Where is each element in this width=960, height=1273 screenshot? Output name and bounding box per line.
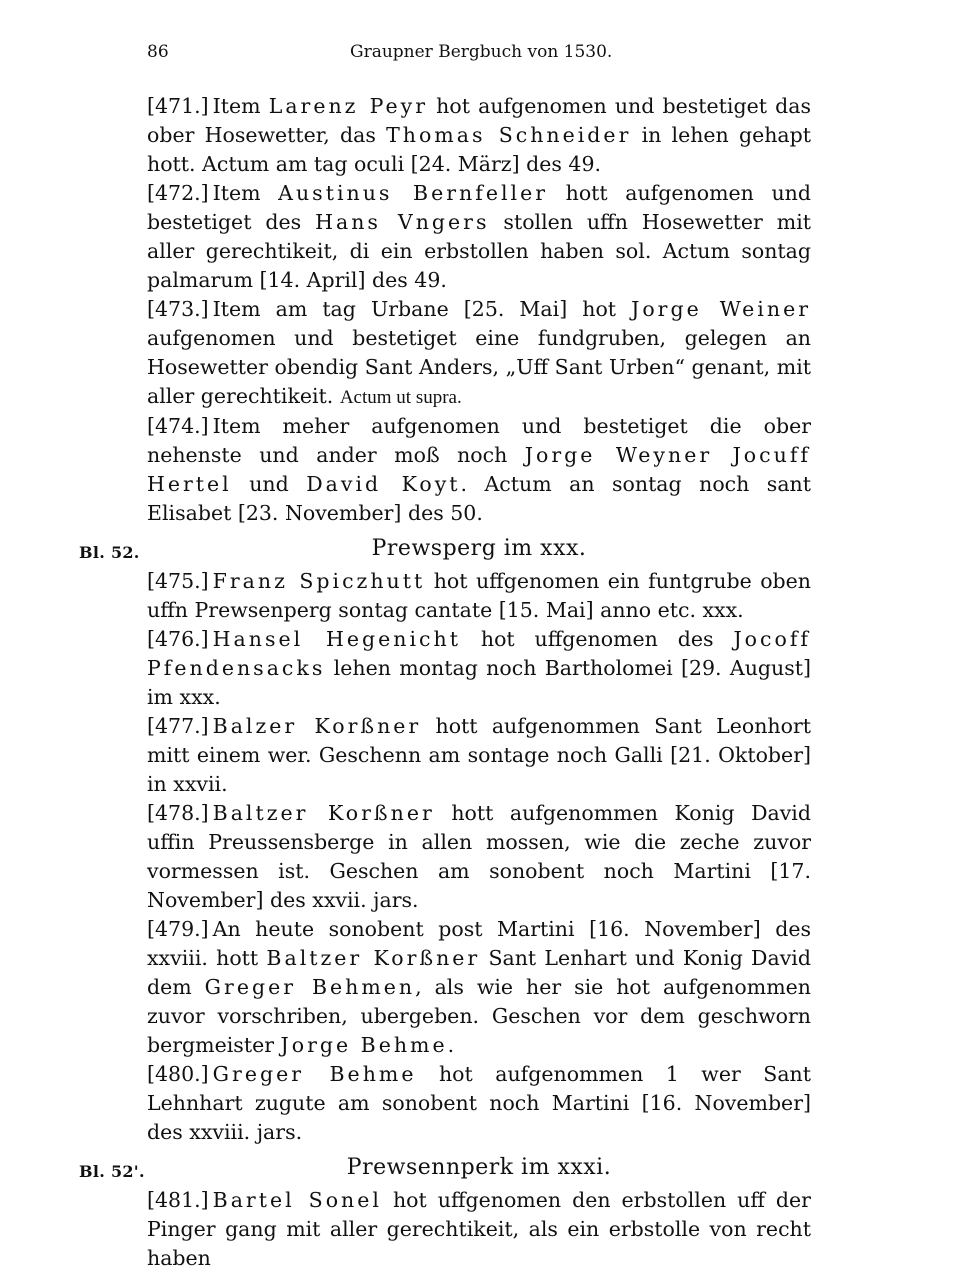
entry-text: An heute sonobent post Martini [16. November] des xxviii. hott	[147, 917, 811, 970]
entries-block-3	[147, 1186, 811, 1273]
personal-name: Greger Behme	[212, 1062, 417, 1086]
entry-number: [478.]	[147, 801, 209, 825]
entry-text: aufgenomen und bestetiget eine fundgruben, gelegen an Hosewetter obendig Sant Anders, „Uff Sant Urben“ genant, mit aller gerechtikeit.	[147, 326, 811, 408]
entry-text: hott aufgenommen Sant Leonhort mitt einem wer. Geschenn am sontage noch Galli [21. Oktober] in xxvii.	[147, 714, 811, 796]
entry-text: Sant Lenhart und Konig David dem	[147, 946, 811, 999]
running-title: Graupner Bergbuch von 1530.	[350, 42, 613, 62]
entry-text: hot aufgenomen und bestetiget das ober Hosewetter, das	[147, 94, 811, 147]
personal-name: Balzer Korßner	[212, 714, 422, 738]
entry-number: [476.]	[147, 627, 209, 651]
section-title: Prewsennperk im xxxi.	[346, 1155, 612, 1180]
personal-name: Franz Spiczhutt	[212, 569, 426, 593]
personal-name: David Koyt	[306, 472, 461, 496]
page-header	[0, 42, 960, 72]
entry-text: hot uffgenomen den erbstollen uff der Pinger gang mit aller gerechtikeit, als ein erbstolle von recht haben	[147, 1188, 811, 1270]
entry-number: [480.]	[147, 1062, 209, 1086]
entry-paragraph	[147, 1060, 811, 1147]
entry-number: [479.]	[147, 917, 209, 941]
entry-text: . Actum an sontag noch sant Elisabet [23. November] des 50.	[147, 472, 811, 525]
personal-name: Baltzer Korßner	[266, 946, 481, 970]
section-title: Prewsperg im xxx.	[371, 536, 587, 561]
entry-text: Item	[212, 94, 269, 118]
body-text	[79, 92, 812, 1273]
entries-block-2	[147, 567, 811, 1147]
latin-phrase: Actum ut supra.	[339, 387, 462, 408]
entry-paragraph	[147, 412, 811, 528]
entry-number: [481.]	[147, 1188, 209, 1212]
page-number: 86	[147, 42, 169, 62]
personal-name: Bartel Sonel	[212, 1188, 382, 1212]
personal-name: Austinus Bernfeller	[278, 181, 548, 205]
personal-name: Thomas Schneider	[386, 123, 632, 147]
entry-text: Item am tag Urbane [25. Mai] hot	[212, 297, 632, 321]
personal-name: Jorge Weyner Jocuff Hertel	[147, 443, 812, 496]
entry-text: und	[231, 472, 307, 496]
entry-number: [473.]	[147, 297, 209, 321]
entry-number: [471.]	[147, 94, 209, 118]
personal-name: Greger Behmen	[204, 975, 416, 999]
personal-name: Jocoff Pfendensacks	[147, 627, 811, 680]
personal-name: Baltzer Korßner	[212, 801, 435, 825]
entry-paragraph	[147, 915, 811, 1060]
entry-number: [475.]	[147, 569, 209, 593]
entry-text: Item meher aufgenomen und bestetiget die ober nehenste und ander moß noch	[147, 414, 811, 467]
entry-paragraph	[147, 625, 811, 712]
entry-number: [474.]	[147, 414, 209, 438]
personal-name: Hans Vngers	[315, 210, 490, 234]
entry-text: hott aufgenomen und bestetiget des	[147, 181, 811, 234]
entry-text: Item	[212, 181, 279, 205]
personal-name: Jorge Weiner	[631, 297, 812, 321]
margin-note-folio: Bl. 52.	[79, 543, 140, 562]
margin-note-folio: Bl. 52'.	[79, 1162, 145, 1181]
personal-name: Larenz Peyr	[268, 94, 429, 118]
section-heading-prewsennperk	[79, 1153, 811, 1182]
entry-number: [477.]	[147, 714, 209, 738]
entry-paragraph	[147, 92, 811, 179]
entry-text: , als wie her sie hot aufgenommen zuvor vorschriben, ubergeben. Geschen vor dem geschworn bergmeister	[147, 975, 811, 1057]
entry-number: [472.]	[147, 181, 209, 205]
entries-block-1	[147, 92, 811, 528]
personal-name: Hansel Hegenicht	[212, 627, 461, 651]
entry-paragraph	[147, 1186, 811, 1273]
personal-name: Jorge Behme	[280, 1033, 448, 1057]
entry-paragraph	[147, 799, 811, 915]
entry-text: in lehen gehapt hott. Actum am tag oculi [24. März] des 49.	[147, 123, 811, 176]
entry-text: stollen uffn Hosewetter mit aller gerechtikeit, di ein erbstollen haben sol. Actum sontag palmarum [14. April] des 49.	[147, 210, 812, 292]
entry-paragraph	[147, 179, 811, 295]
entry-text: hot aufgenommen 1 wer Sant Lehnhart zugute am sonobent noch Martini [16. November] des xxviii. jars.	[147, 1062, 811, 1144]
entry-paragraph	[147, 567, 811, 625]
entry-text: hot uffgenomen des	[460, 627, 734, 651]
entry-text: hot uffgenomen ein funtgrube oben uffn Prewsenperg sontag cantate [15. Mai] anno etc. xxx.	[147, 569, 811, 622]
entry-text: .	[447, 1033, 455, 1057]
entry-text: lehen montag noch Bartholomei [29. August] im xxx.	[147, 656, 811, 709]
entry-text: hott aufgenommen Konig David uffin Preussensberge in allen mossen, wie die zeche zuvor vormessen ist. Geschen am sonobent noch Martini [17. November] des xxvii. jars.	[147, 801, 811, 912]
section-heading-prewsperg	[79, 534, 811, 563]
entry-paragraph	[147, 712, 811, 799]
entry-paragraph	[147, 295, 811, 412]
